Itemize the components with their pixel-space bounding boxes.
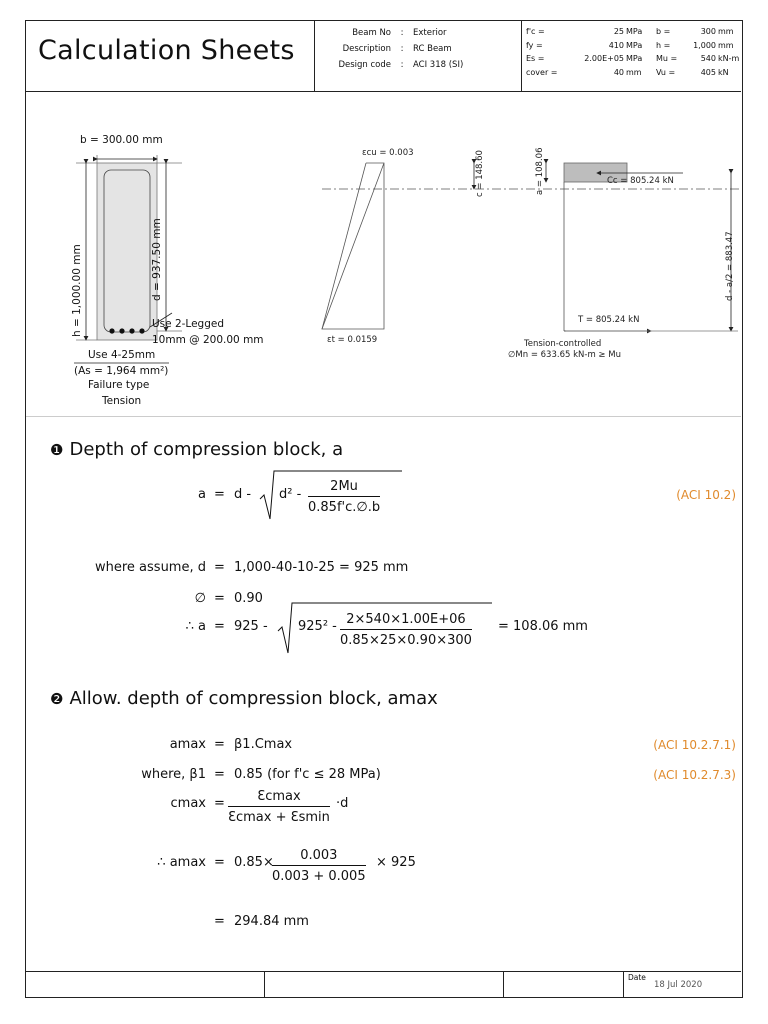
equals: = — [214, 560, 225, 575]
eq-equals: = — [214, 487, 225, 502]
param-row: Vu = 405 kN — [656, 67, 729, 77]
equals: = — [214, 619, 225, 634]
equals: = — [214, 767, 225, 782]
result-value: = 108.06 mm — [498, 619, 588, 634]
footer-divider — [503, 972, 504, 998]
date-value: 18 Jul 2020 — [654, 980, 703, 990]
section-params — [656, 25, 740, 79]
phi-rhs: 0.90 — [234, 591, 263, 606]
bars-label: Use 4-25mm — [88, 349, 156, 361]
info-row: Design code : ACI 318 (SI) — [338, 60, 464, 70]
amax-result-lhs: ∴ amax — [157, 855, 206, 870]
beam-section-diagram — [26, 91, 741, 417]
amax-rhs: β1.Cmax — [234, 737, 293, 752]
result-radicand: 925² - — [298, 619, 337, 634]
sheet-header — [26, 21, 741, 92]
h-dimension-label: h = 1,000.00 mm — [71, 244, 83, 337]
equals: = — [214, 855, 225, 870]
a-label: a = 108.06 — [535, 147, 545, 195]
date-label: Date — [628, 973, 646, 982]
cmax-fraction: Ɛcmax Ɛcmax + Ɛsmin — [228, 789, 330, 825]
divider — [314, 21, 315, 91]
beta1-lhs: where, β1 — [141, 767, 206, 782]
failure-type-value: Tension — [102, 395, 142, 407]
sheet-footer — [26, 971, 741, 998]
t-label: T = 805.24 kN — [578, 315, 640, 325]
divider — [521, 21, 522, 91]
equals: = — [214, 914, 225, 929]
param-row: b = 300 mm — [656, 27, 734, 36]
amax-result-post: × 925 — [376, 855, 416, 870]
beta1-rhs: 0.85 (for f'c ≤ 28 MPa) — [234, 767, 381, 782]
amax-result-fraction: $\frac{0.003}{0.003 + 0.005}$ — [272, 848, 366, 884]
tension-controlled-label: Tension-controlled — [524, 339, 602, 349]
result-fraction: $\frac{2\times 540\times 1.00E+06}{0.85\times 25\times 0.90\times 300}$ — [340, 612, 472, 648]
where-lhs: where assume, d — [95, 560, 206, 575]
param-row: f'c = 25 MPa — [526, 27, 643, 36]
aci-ref: (ACI 10.2.7.1) — [653, 738, 736, 752]
info-row: Description : RC Beam — [342, 44, 452, 54]
eq-fraction: $\frac{2Mu}{0.85f'c.\emptyset.b}$ — [308, 479, 381, 515]
failure-type-label: Failure type — [88, 379, 150, 391]
eq-pre: d - — [234, 487, 252, 502]
info-row: Beam No : Exterior — [352, 28, 447, 38]
footer-divider — [623, 972, 624, 998]
phimn-label: ∅Mn = 633.65 kN-m ≥ Mu — [508, 350, 621, 360]
c-label: c = 148.60 — [475, 150, 485, 197]
strain-diagram — [322, 163, 384, 329]
eq-lhs: a — [198, 487, 206, 502]
beam-info — [329, 25, 463, 73]
sheet-title: Calculation Sheets — [38, 35, 295, 66]
footer-divider — [264, 972, 265, 998]
param-row: cover = 40 mm — [526, 67, 642, 77]
aci-ref: (ACI 10.2.7.3) — [653, 768, 736, 782]
cmax-post: ·d — [336, 796, 349, 811]
param-row: h = 1,000 mm — [656, 40, 734, 50]
et-label: εt = 0.0159 — [327, 335, 378, 345]
param-row: fy = 410 MPa — [526, 40, 643, 50]
equals: = — [214, 591, 225, 606]
calculation-sheet — [25, 20, 743, 998]
beam-section — [97, 163, 157, 340]
equals: = — [214, 796, 225, 811]
cmax-lhs: cmax — [170, 796, 206, 811]
section-1-heading: ❶ Depth of compression block, a — [50, 439, 344, 460]
result-pre: 925 - — [234, 619, 268, 634]
lever-arm-label: d - a/2 = 883.47 — [725, 231, 735, 301]
aci-ref: (ACI 10.2) — [676, 488, 736, 502]
amax-result-pre: 0.85× — [234, 855, 274, 870]
as-label: (As = 1,964 mm²) — [74, 365, 169, 377]
equals: = — [214, 737, 225, 752]
param-row: Es = 2.00E+05 MPa — [526, 54, 643, 63]
amax-lhs: amax — [169, 737, 206, 752]
stirrup-label-1: Use 2-Legged — [152, 318, 225, 330]
amax-final: 294.84 mm — [234, 914, 309, 929]
d-dimension-label: d = 937.50 mm — [151, 218, 163, 301]
stirrup-label-2: 10mm @ 200.00 mm — [152, 334, 264, 346]
param-row: Mu = 540 kN-m — [656, 54, 740, 63]
ecu-label: εcu = 0.003 — [362, 148, 414, 158]
where-rhs: 1,000-40-10-25 = 925 mm — [234, 560, 409, 575]
b-dimension-label: b = 300.00 mm — [80, 134, 163, 146]
material-params — [526, 25, 656, 79]
eq-radicand: d² - — [279, 487, 302, 502]
cc-label: Cc = 805.24 kN — [607, 176, 674, 186]
diagram-svg — [26, 91, 741, 416]
section-2-heading: ❷ Allow. depth of compression block, amax — [50, 688, 438, 709]
phi-lhs: ∅ — [194, 591, 206, 606]
result-lhs: ∴ a — [185, 619, 206, 634]
